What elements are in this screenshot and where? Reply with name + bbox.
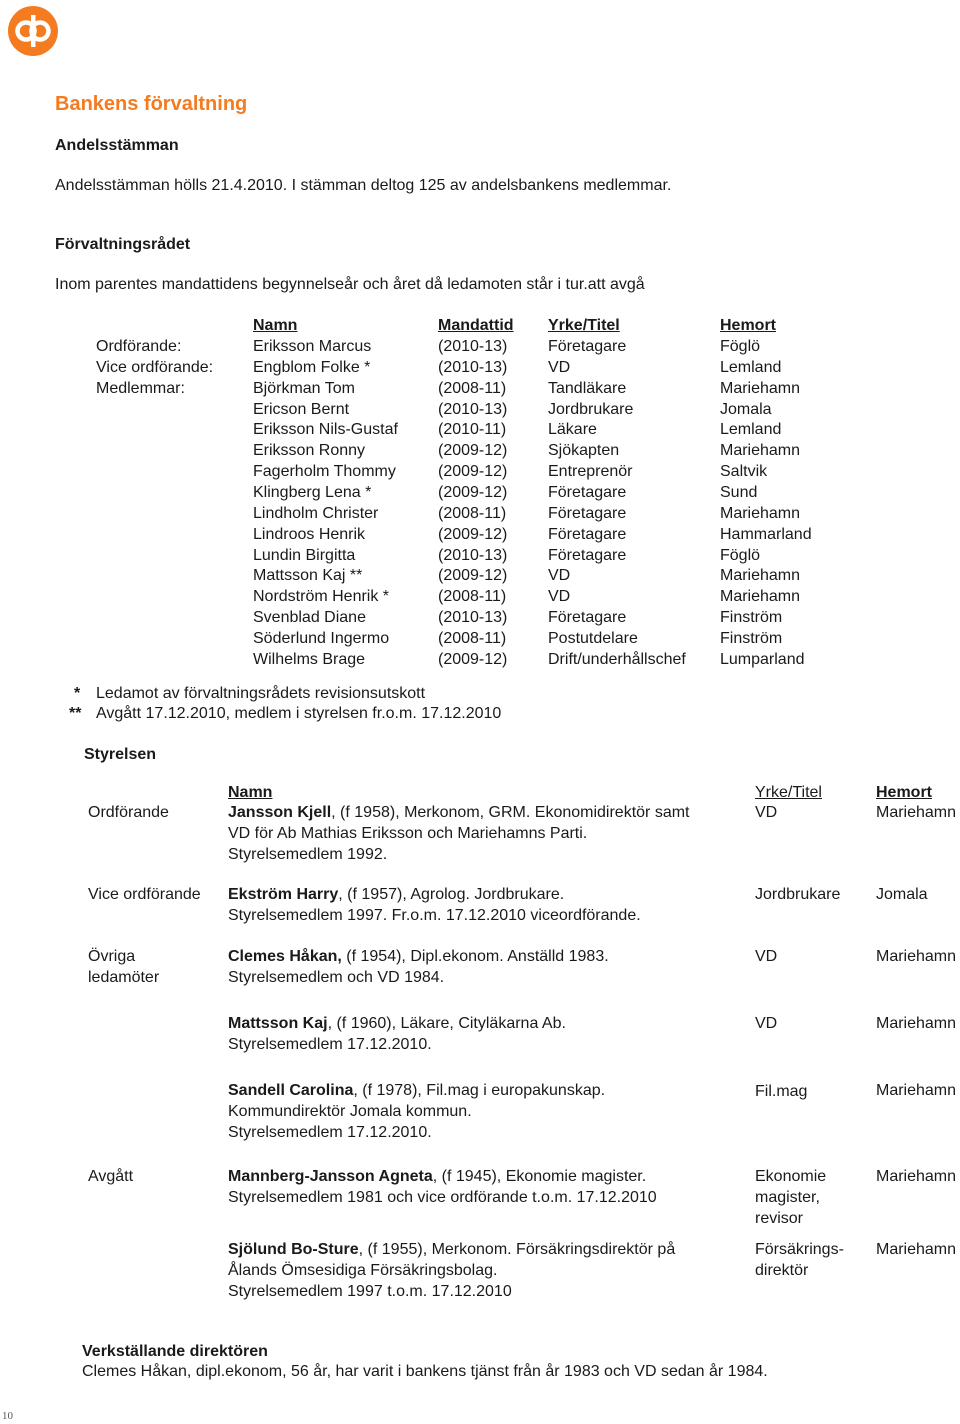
member-term: (2010-13): [438, 338, 508, 355]
op-logo-icon: [8, 6, 58, 56]
board-member-details: , (f 1960), Läkare, Cityläkarna Ab.: [327, 1015, 566, 1032]
member-term: (2010-13): [438, 358, 508, 376]
member-occupation: Jordbrukare: [548, 400, 634, 418]
board-member-details: Styrelsemedlem 1997 t.o.m. 17.12.2010: [228, 1282, 512, 1300]
forvaltningsradet-intro: Inom parentes mandattidens begynnelseår och året då ledamoten står i tur.att avgå: [55, 276, 645, 293]
board-member-description: [228, 1167, 646, 1188]
board-occupation: VD: [755, 804, 778, 821]
board-member-description: [228, 1014, 566, 1035]
vd-text: Clemes Håkan, dipl.ekonom, 56 år, har varit i bankens tjänst från år 1983 och VD sedan år 1984.: [82, 1363, 768, 1380]
board-home: Mariehamn: [876, 1241, 957, 1258]
board-home: Mariehamn: [876, 1168, 957, 1185]
column-header-home: Hemort: [876, 784, 933, 801]
member-home: Mariehamn: [720, 504, 801, 522]
vd-heading: Verkställande direktören: [82, 1343, 268, 1360]
member-term: (2009-12): [438, 442, 508, 460]
board-member-details: Kommundirektör Jomala kommun.: [228, 1102, 472, 1120]
page-number: 10: [2, 1410, 13, 1422]
board-role: Vice ordförande: [88, 886, 201, 903]
member-name: Engblom Folke *: [253, 358, 371, 376]
footnote-mark: *: [74, 685, 81, 702]
board-role: ledamöter: [88, 968, 160, 986]
board-occupation: VD: [755, 948, 778, 965]
column-header-name: Namn: [228, 784, 273, 801]
member-name: Eriksson Marcus: [253, 338, 372, 355]
andelsstamman-heading: Andelsstämman: [55, 137, 179, 154]
forvaltningsradet-heading: Förvaltningsrådet: [55, 236, 191, 253]
board-member-description: [228, 1240, 675, 1261]
member-occupation: Företagare: [548, 525, 627, 543]
board-member-name: Sjölund Bo-Sture: [228, 1241, 359, 1258]
board-member-name: Mannberg-Jansson Agneta: [228, 1168, 433, 1185]
board-member-name: Clemes Håkan,: [228, 948, 342, 965]
member-term: (2010-13): [438, 400, 508, 418]
board-occupation: direktör: [755, 1261, 809, 1279]
member-occupation: Tandläkare: [548, 379, 627, 397]
member-name: Wilhelms Brage: [253, 650, 366, 668]
member-home: Mariehamn: [720, 379, 801, 397]
column-header-term: Mandattid: [438, 317, 514, 334]
board-member-details: VD för Ab Mathias Eriksson och Mariehamns Parti.: [228, 824, 588, 842]
board-member-details: Ålands Ömsesidiga Försäkringsbolag.: [228, 1261, 498, 1279]
member-term: (2010-13): [438, 546, 508, 564]
column-header-occupation: Yrke/Titel: [548, 317, 620, 334]
member-occupation: Postutdelare: [548, 629, 638, 647]
member-name: Eriksson Nils-Gustaf: [253, 421, 398, 439]
board-occupation: Fil.mag: [755, 1083, 808, 1100]
member-name: Svenblad Diane: [253, 609, 366, 627]
column-header-name: Namn: [253, 317, 298, 334]
member-occupation: Företagare: [548, 609, 627, 627]
member-name: Lundin Birgitta: [253, 546, 356, 564]
member-occupation: Entreprenör: [548, 463, 633, 481]
board-member-details: Styrelsemedlem 1992.: [228, 845, 388, 863]
board-member-name: Mattsson Kaj: [228, 1015, 328, 1032]
board-member-details: , (f 1978), Fil.mag i europakunskap.: [353, 1082, 606, 1099]
column-header-occupation: Yrke/Titel: [755, 784, 822, 801]
member-role: Vice ordförande:: [96, 358, 214, 376]
footnote-mark: **: [69, 705, 82, 722]
member-home: Föglö: [720, 338, 761, 355]
board-member-details: Styrelsemedlem 1997. Fr.o.m. 17.12.2010 viceordförande.: [228, 906, 641, 924]
board-home: Jomala: [876, 886, 928, 903]
board-member-description: [228, 885, 564, 906]
member-name: Mattsson Kaj **: [253, 567, 363, 585]
member-term: (2009-12): [438, 567, 508, 585]
member-term: (2010-13): [438, 609, 508, 627]
board-role: Övriga: [88, 948, 136, 965]
member-home: Saltvik: [720, 463, 768, 481]
member-role: Medlemmar:: [96, 379, 185, 397]
board-member-details: Styrelsemedlem 17.12.2010.: [228, 1035, 432, 1053]
member-name: Ericson Bernt: [253, 400, 350, 418]
board-occupation: Ekonomie: [755, 1168, 827, 1185]
board-member-description: [228, 803, 689, 824]
member-occupation: VD: [548, 567, 571, 585]
member-term: (2010-11): [438, 421, 507, 439]
member-name: Lindroos Henrik: [253, 525, 366, 543]
member-occupation: Företagare: [548, 504, 627, 522]
board-member-details: , (f 1955), Merkonom. Försäkringsdirektör på: [358, 1241, 676, 1258]
member-name: Eriksson Ronny: [253, 442, 366, 460]
member-home: Sund: [720, 483, 758, 501]
member-name: Klingberg Lena *: [253, 483, 372, 501]
member-home: Mariehamn: [720, 588, 801, 606]
board-member-name: Jansson Kjell: [228, 804, 332, 821]
styrelsen-heading: Styrelsen: [84, 746, 157, 763]
member-role: Ordförande:: [96, 338, 182, 355]
member-home: Mariehamn: [720, 442, 801, 460]
board-member-details: , (f 1958), Merkonom, GRM. Ekonomidirektör samt: [331, 804, 690, 821]
member-name: Söderlund Ingermo: [253, 629, 390, 647]
member-occupation: Sjökapten: [548, 442, 620, 460]
member-occupation: Företagare: [548, 483, 627, 501]
member-name: Lindholm Christer: [253, 504, 379, 522]
board-member-name: Ekström Harry: [228, 886, 339, 903]
member-home: Lumparland: [720, 650, 805, 668]
member-occupation: Drift/underhållschef: [548, 650, 686, 668]
member-name: Nordström Henrik *: [253, 588, 390, 606]
member-home: Hammarland: [720, 525, 812, 543]
board-occupation: magister,: [755, 1188, 820, 1206]
member-term: (2009-12): [438, 463, 508, 481]
member-term: (2008-11): [438, 588, 507, 606]
member-occupation: Företagare: [548, 546, 627, 564]
member-term: (2008-11): [438, 629, 507, 647]
board-member-details: Styrelsemedlem 17.12.2010.: [228, 1123, 432, 1141]
board-member-details: (f 1954), Dipl.ekonom. Anställd 1983.: [341, 948, 609, 965]
board-occupation: VD: [755, 1015, 778, 1032]
member-home: Föglö: [720, 546, 761, 564]
member-home: Finström: [720, 609, 783, 627]
board-member-details: Styrelsemedlem och VD 1984.: [228, 968, 445, 986]
member-term: (2009-12): [438, 483, 508, 501]
member-home: Mariehamn: [720, 567, 801, 585]
column-header-home: Hemort: [720, 317, 777, 334]
member-occupation: Läkare: [548, 421, 597, 439]
member-home: Lemland: [720, 421, 782, 439]
member-term: (2008-11): [438, 504, 507, 522]
member-term: (2009-12): [438, 650, 508, 668]
footnote-text: Ledamot av förvaltningsrådets revisionsutskott: [96, 685, 426, 702]
member-name: Fagerholm Thommy: [253, 463, 396, 481]
section-title: Bankens förvaltning: [55, 93, 248, 115]
board-role: Ordförande: [88, 804, 169, 821]
board-member-details: , (f 1945), Ekonomie magister.: [432, 1168, 647, 1185]
member-home: Finström: [720, 629, 783, 647]
member-occupation: VD: [548, 358, 571, 376]
member-name: Björkman Tom: [253, 379, 355, 397]
board-occupation: Försäkrings-: [755, 1241, 844, 1258]
board-member-description: [228, 947, 609, 968]
member-home: Lemland: [720, 358, 782, 376]
board-home: Mariehamn: [876, 948, 957, 965]
board-member-details: Styrelsemedlem 1981 och vice ordförande t.o.m. 17.12.2010: [228, 1188, 657, 1206]
board-occupation: Jordbrukare: [755, 886, 841, 903]
member-term: (2009-12): [438, 525, 508, 543]
board-home: Mariehamn: [876, 804, 957, 821]
board-member-description: [228, 1081, 605, 1102]
andelsstamman-text: Andelsstämman hölls 21.4.2010. I stämman deltog 125 av andelsbankens medlemmar.: [55, 177, 672, 194]
member-home: Jomala: [720, 400, 772, 418]
board-home: Mariehamn: [876, 1015, 957, 1032]
board-member-name: Sandell Carolina: [228, 1082, 354, 1099]
footnote-text: Avgått 17.12.2010, medlem i styrelsen fr.o.m. 17.12.2010: [96, 705, 502, 722]
board-occupation: revisor: [755, 1209, 804, 1227]
member-term: (2008-11): [438, 379, 507, 397]
board-role: Avgått: [88, 1168, 134, 1185]
board-member-details: , (f 1957), Agrolog. Jordbrukare.: [338, 886, 565, 903]
member-occupation: Företagare: [548, 338, 627, 355]
member-occupation: VD: [548, 588, 571, 606]
board-home: Mariehamn: [876, 1082, 957, 1099]
